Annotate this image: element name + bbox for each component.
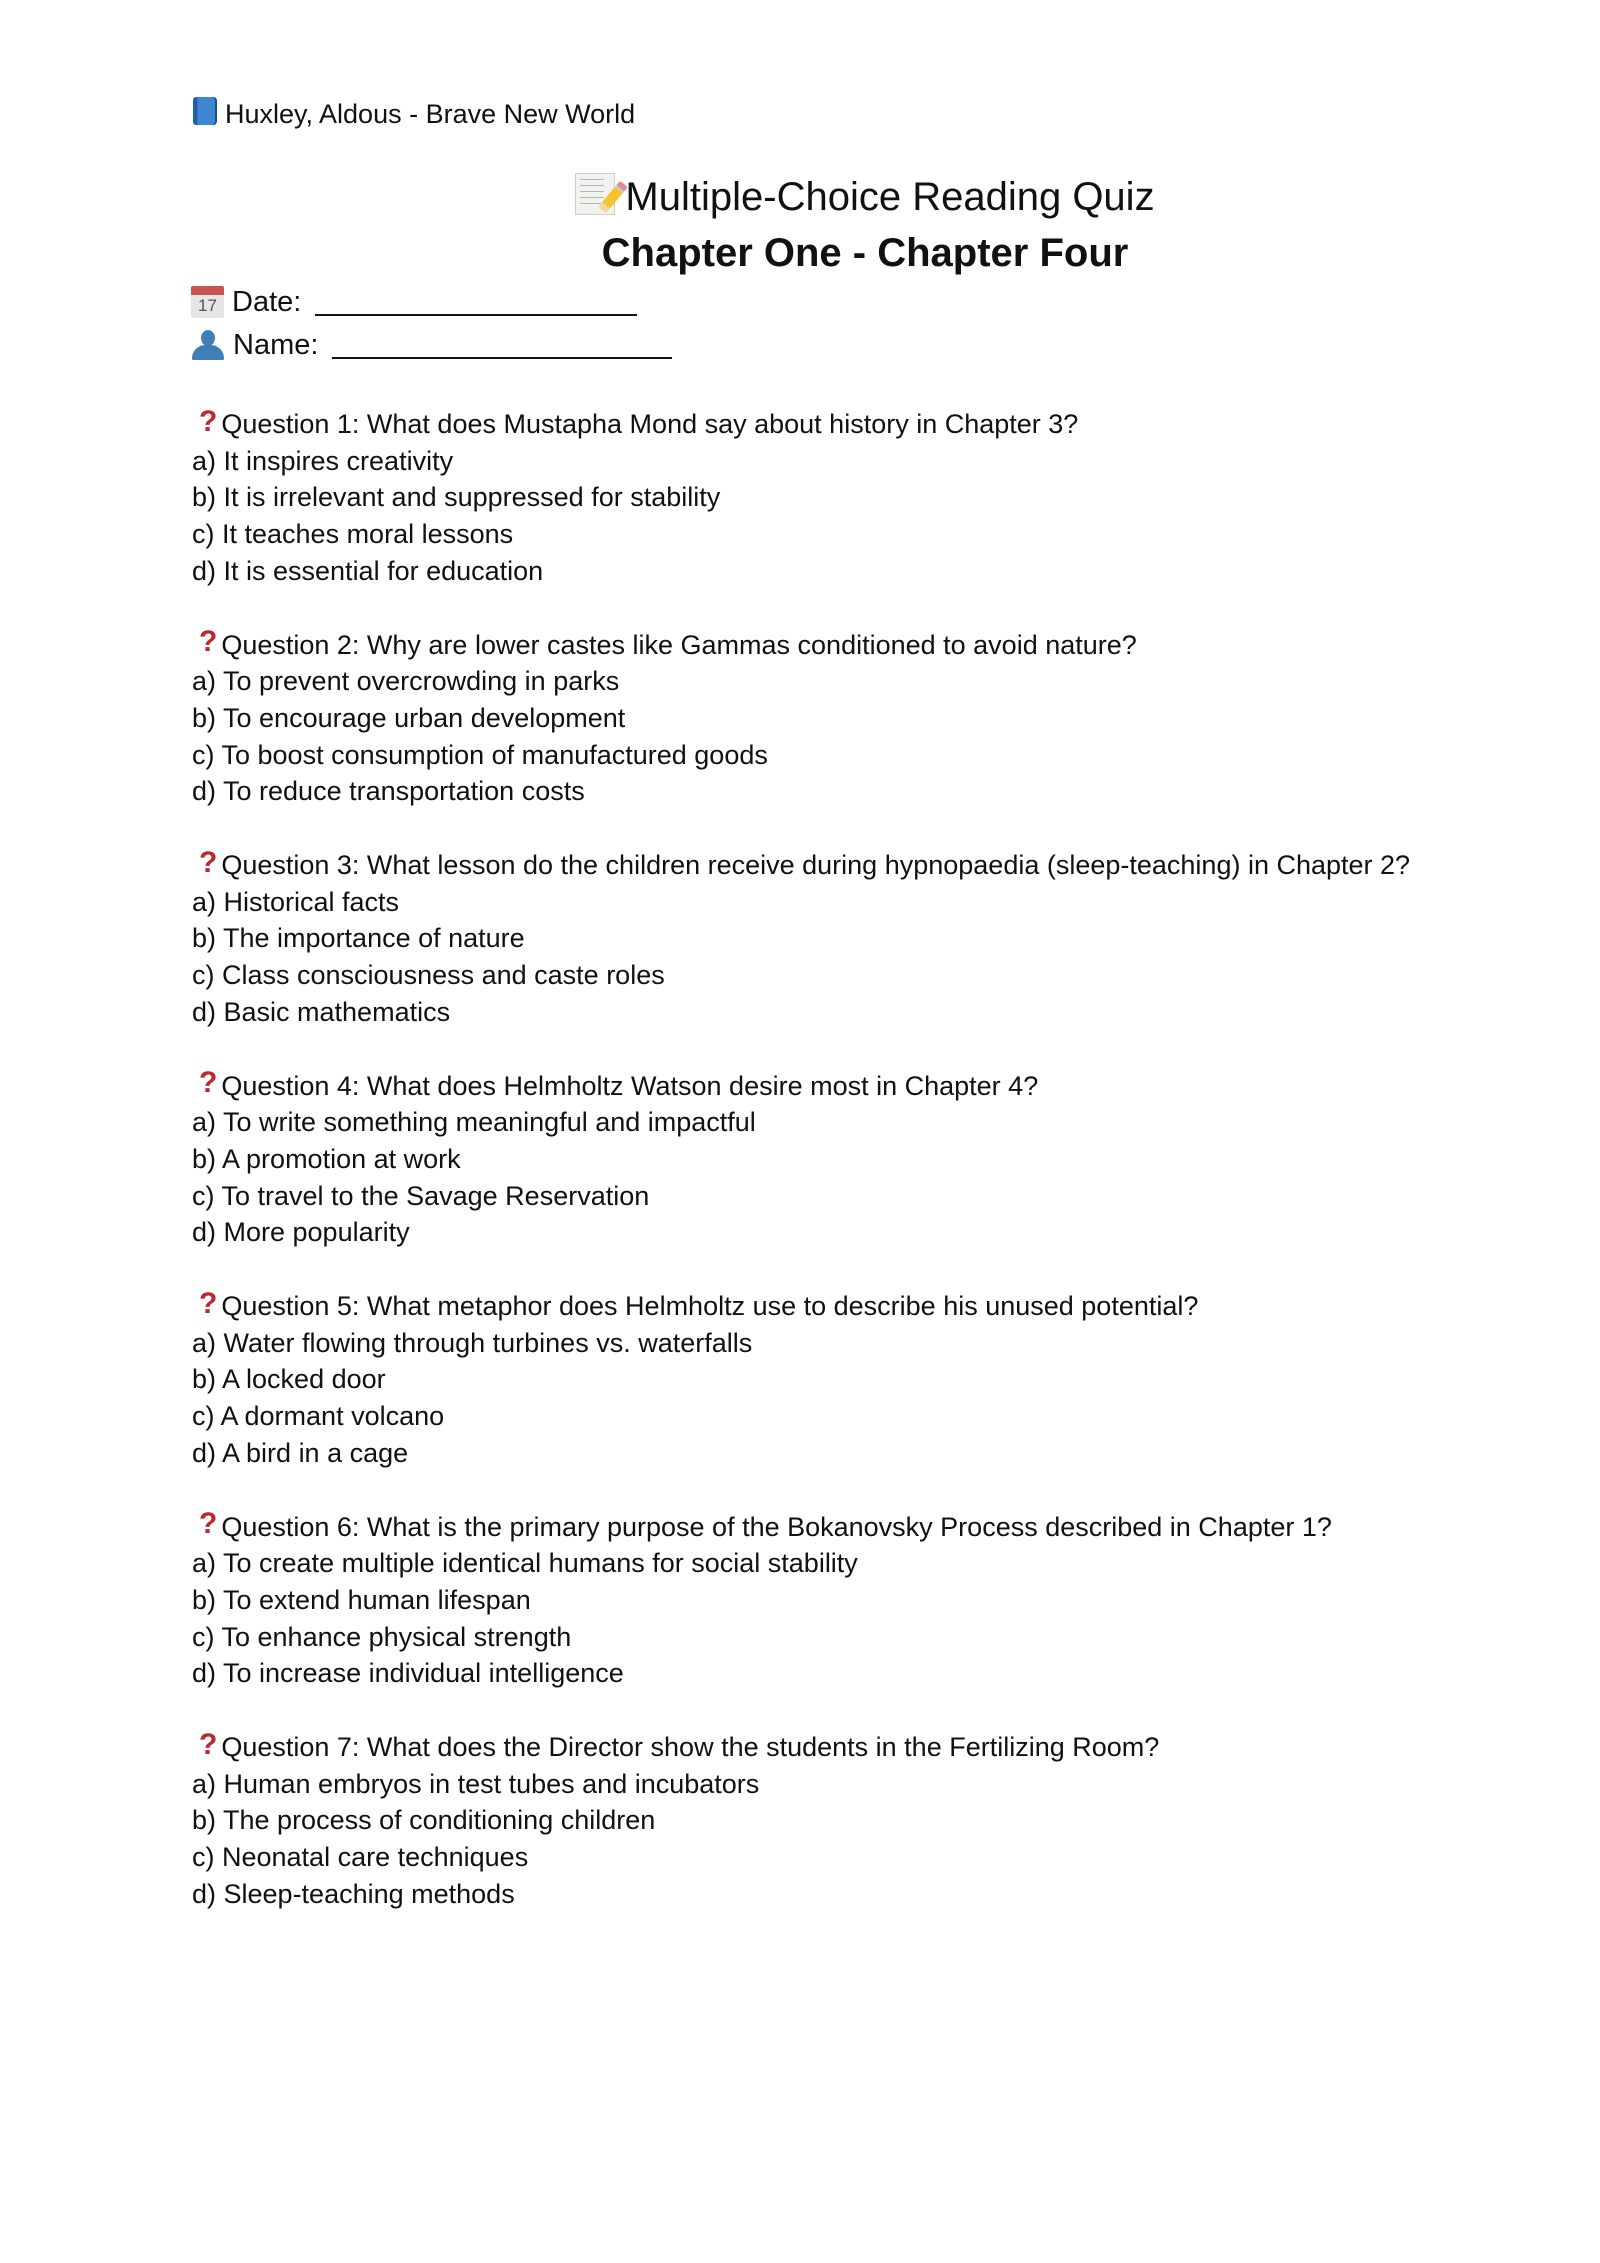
answer-option[interactable]: b) The importance of nature	[192, 923, 525, 954]
question-text: Question 7: What does the Director show the students in the Fertilizing Room?	[221, 1732, 1160, 1762]
answer-option[interactable]: a) To create multiple identical humans for social stability	[192, 1548, 858, 1579]
answer-option[interactable]: c) To travel to the Savage Reservation	[192, 1180, 650, 1211]
question-block	[192, 1288, 1198, 1472]
book-icon	[193, 97, 217, 125]
answer-option[interactable]: a) To prevent overcrowding in parks	[192, 666, 620, 697]
question-line	[192, 1288, 1198, 1325]
answer-option[interactable]: a) To write something meaningful and impactful	[192, 1107, 756, 1138]
question-line	[192, 1068, 1038, 1105]
question-line	[192, 627, 1137, 664]
answer-option[interactable]: c) Neonatal care techniques	[192, 1842, 529, 1873]
question-text: Question 2: Why are lower castes like Gammas conditioned to avoid nature?	[221, 629, 1137, 660]
name-blank-line[interactable]	[332, 331, 672, 359]
answer-option[interactable]: d) To reduce transportation costs	[192, 776, 585, 807]
question-mark-icon: ?	[199, 404, 218, 438]
answer-option[interactable]: d) A bird in a cage	[192, 1437, 409, 1468]
answer-option[interactable]: d) More popularity	[192, 1217, 410, 1248]
calendar-icon	[191, 286, 224, 318]
answer-option[interactable]: b) To encourage urban development	[192, 702, 626, 733]
question-block	[192, 1068, 1038, 1252]
date-field	[191, 282, 637, 322]
answer-option[interactable]: d) Sleep-teaching methods	[192, 1878, 515, 1909]
header-text: Huxley, Aldous - Brave New World	[225, 99, 636, 129]
answer-option[interactable]: a) Historical facts	[192, 886, 400, 917]
question-text: Question 3: What lesson do the children receive during hypnopaedia (sleep-teaching) in Chapter 2?	[221, 850, 1411, 880]
question-mark-icon: ?	[199, 1066, 218, 1100]
name-label: Name:	[233, 329, 319, 361]
question-mark-icon: ?	[199, 625, 218, 659]
question-mark-icon: ?	[199, 1727, 218, 1761]
date-label: Date:	[232, 286, 302, 318]
document-header	[193, 96, 635, 132]
user-icon	[191, 329, 225, 361]
question-mark-icon: ?	[199, 1507, 218, 1541]
question-line	[192, 1729, 1159, 1766]
answer-option[interactable]: b) A locked door	[192, 1364, 386, 1395]
question-block	[192, 627, 1137, 811]
memo-icon	[575, 173, 615, 215]
name-field	[191, 325, 672, 365]
answer-option[interactable]: c) A dormant volcano	[192, 1401, 445, 1432]
answer-option[interactable]: a) Water flowing through turbines vs. waterfalls	[192, 1327, 753, 1358]
question-mark-icon: ?	[199, 845, 218, 879]
answer-option[interactable]: d) To increase individual intelligence	[192, 1658, 624, 1689]
question-text: Question 4: What does Helmholtz Watson desire most in Chapter 4?	[221, 1070, 1039, 1101]
question-block	[192, 847, 1410, 1031]
answer-option[interactable]: d) Basic mathematics	[192, 996, 451, 1027]
question-block	[192, 406, 1078, 590]
answer-option[interactable]: b) To extend human lifespan	[192, 1584, 531, 1615]
answer-option[interactable]: c) To boost consumption of manufactured goods	[192, 739, 768, 770]
quiz-subtitle: Chapter One - Chapter Four	[601, 231, 1129, 275]
date-blank-line[interactable]	[315, 288, 637, 316]
answer-option[interactable]: d) It is essential for education	[192, 555, 544, 586]
question-line	[192, 1509, 1332, 1546]
question-text: Question 5: What metaphor does Helmholtz use to describe his unused potential?	[221, 1291, 1199, 1321]
question-line	[192, 406, 1078, 443]
answer-option[interactable]: b) A promotion at work	[192, 1143, 461, 1174]
answer-option[interactable]: b) The process of conditioning children	[192, 1805, 656, 1836]
quiz-title-text: Multiple-Choice Reading Quiz	[625, 175, 1155, 219]
answer-option[interactable]: a) It inspires creativity	[192, 445, 454, 476]
answer-option[interactable]: c) Class consciousness and caste roles	[192, 960, 665, 991]
calendar-day: 17	[198, 296, 217, 315]
question-line	[192, 847, 1410, 884]
question-text: Question 1: What does Mustapha Mond say about history in Chapter 3?	[221, 409, 1079, 439]
question-text: Question 6: What is the primary purpose of the Bokanovsky Process described in Chapter 1?	[221, 1511, 1332, 1542]
answer-option[interactable]: b) It is irrelevant and suppressed for stability	[192, 482, 721, 513]
quiz-title	[0, 172, 1600, 222]
answer-option[interactable]: a) Human embryos in test tubes and incubators	[192, 1768, 760, 1799]
answer-option[interactable]: c) To enhance physical strength	[192, 1621, 572, 1652]
question-block	[192, 1729, 1159, 1913]
question-mark-icon: ?	[199, 1286, 218, 1320]
answer-option[interactable]: c) It teaches moral lessons	[192, 519, 514, 550]
question-block	[192, 1509, 1332, 1693]
